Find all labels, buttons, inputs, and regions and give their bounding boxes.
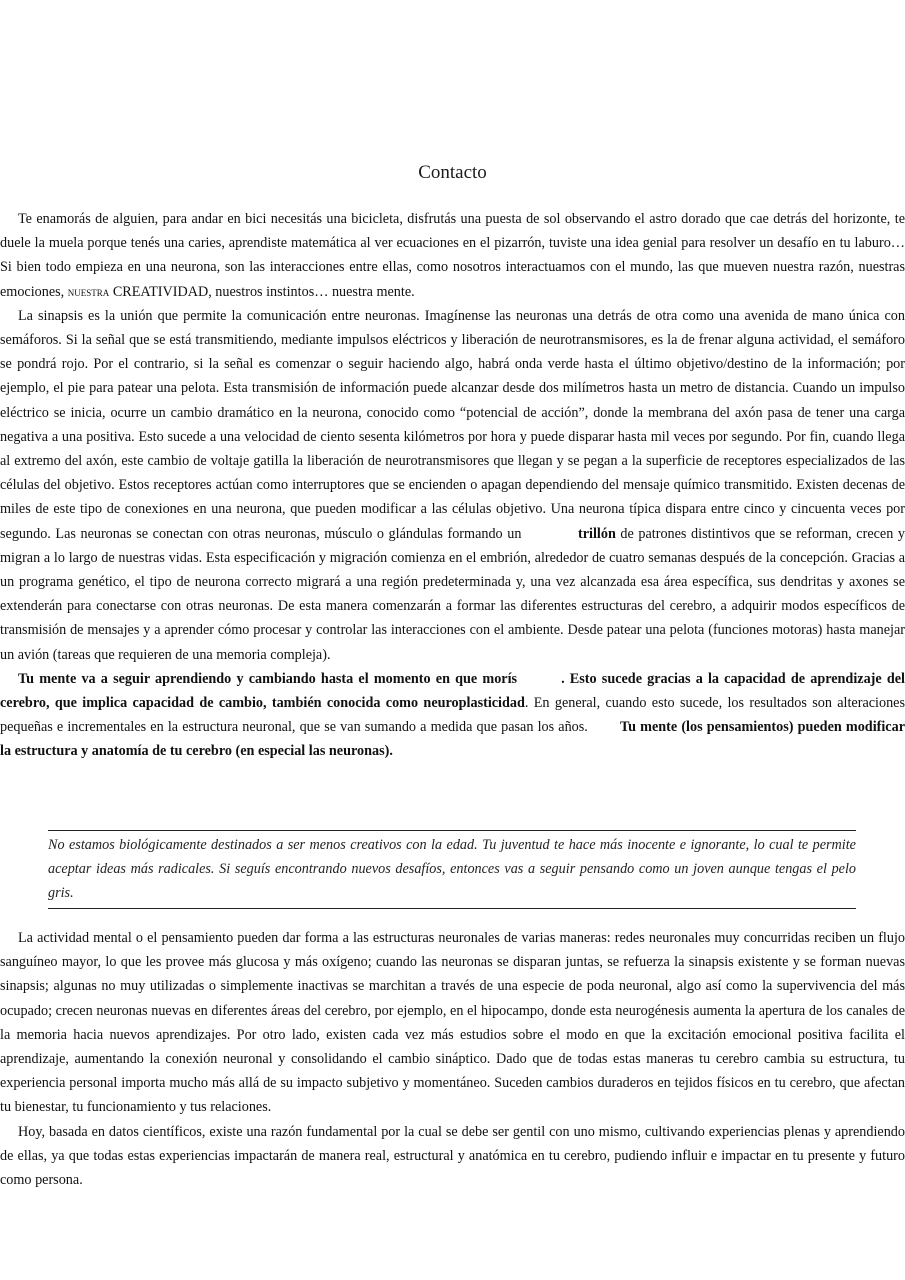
paragraph-1	[0, 207, 905, 304]
smallcaps-word: nuestra	[67, 284, 110, 299]
page-title: Contacto	[418, 162, 487, 183]
paragraph-4: La actividad mental o el pensamiento pueden dar forma a las estructuras neuronales de varias maneras: redes neuronales muy concurridas reciben un flujo sanguíneo mayor, lo que les provee más glucosa y más oxígeno; cuando las neuronas se disparan juntas, se refuerza la sinapsis existente y se forman nuevas sinapsis; algunas no muy utilizadas o simplemente inactivas se marchitan a través de una especie de poda neuronal, algo así como la supervivencia del más ocupado; crecen neuronas nuevas en diferentes áreas del cerebro, por ejemplo, en el hipocampo, donde esta neurogénesis aumenta la apertura de los canales de la memoria hacia nuevos aprendizajes. Por otro lado, existen cada vez más estudios sobre el modo en que la excitación emocional positiva facilita el aprendizaje, aumentando la conexión neuronal y consolidando el cambio sináptico. Dado que de todas estas maneras tu cerebro cambia su estructura, tu experiencia personal importa mucho más allá de su impacto subjetivo y momentáneo. Suceden cambios duraderos en tejidos físicos en tu cerebro, que afectan tu bienestar, tu funcionamiento y tus relaciones.	[0, 930, 905, 1116]
bold-statement-1: Tu mente va a seguir aprendiendo y cambiando hasta el momento en que morís	[18, 670, 518, 687]
paragraph-2-end: de patrones distintivos que se reforman, crecen y migran a lo largo de nuestras vidas. Esta especificación y migración comienza en el embrión, alrededor de cuatro semanas después de la concepción. Gracias a un programa genético, el tipo de neurona correcto migrará a una región predeterminada y, una vez alcanzada esa área específica, sus dendritas y axones se extenderán para conectarse con otras neuronas. De esta manera comenzarán a formar las diferentes estructuras del cerebro, a adquirir modos específicos de transmisión de mensajes y a aprender cómo procesar y controlar las interacciones con el ambiente. Desde patear una pelota (funciones motoras) hasta manejar un avión (tareas que requieren de una memoria compleja).	[0, 525, 905, 663]
paragraph-1-text: Te enamorás de alguien, para andar en bici necesitás una bicicleta, disfrutás una puesta de sol observando el astro dorado que cae detrás del horizonte, te duele la muela porque tenés una caries, aprendiste matemática al ver ecuaciones en el pizarrón, tuviste una idea genial para resolver un desafío en tu laburo… Si bien todo empieza en una neurona, son las interacciones entre ellas, como nosotros interactuamos con el mundo, las que mueven nuestra razón, nuestras emociones,	[0, 211, 905, 300]
bold-word-trillon: trillón	[578, 525, 616, 542]
pull-quote	[48, 830, 856, 909]
paragraph-3	[0, 667, 905, 764]
paragraph-1-end: CREATIVIDAD, nuestros instintos… nuestra mente.	[112, 283, 415, 300]
bold-statement-2: . Esto sucede gracias a la capacidad de aprendizaje del cerebro, que implica capacidad de cambio, también conocida como neuroplasticidad	[0, 670, 905, 712]
body-text-lower	[0, 926, 905, 1192]
bold-statement-3: Tu mente (los pensamientos) pueden modificar la estructura y anatomía de tu cerebro (en especial las neuronas).	[0, 719, 905, 760]
paragraph-5: Hoy, basada en datos científicos, existe una razón fundamental por la cual se debe ser gentil con uno mismo, cultivando experiencias plenas y aprendiendo de ellas, ya que todas estas experiencias impactarán de manera real, estructural y anatómica en tu cerebro, pudiendo influir e impactar en tu presente y futuro como persona.	[0, 1123, 905, 1189]
pull-quote-text: No estamos biológicamente destinados a ser menos creativos con la edad. Tu juventud te hace más inocente e ignorante, lo cual te permite aceptar ideas más radicales. Si seguís encontrando nuevos desafíos, entonces vas a seguir pensando como un joven aunque tengas el pelo gris.	[48, 837, 856, 901]
paragraph-2	[0, 304, 905, 667]
paragraph-3-text: . En general, cuando esto sucede, los resultados son alteraciones pequeñas e incrementales en la estructura neuronal, que se van sumando a medida que pasan los años.	[0, 695, 905, 736]
body-text-upper	[0, 207, 905, 764]
paragraph-2-text: La sinapsis es la unión que permite la comunicación entre neuronas. Imagínense las neuronas una detrás de otra como una avenida de mano única con semáforos. Si la señal que se está transmitiendo, mediante impulsos eléctricos y liberación de neurotransmisores, es la de frenar alguna actividad, el semáforo se pondrá rojo. Por el contrario, si la señal es comenzar o seguir haciendo algo, habrá onda verde hasta el último objetivo/destino de la información; por ejemplo, el pie para patear una pelota. Esta transmisión de información puede alcanzar desde dos milímetros hasta un metro de distancia. Cuando un impulso eléctrico se inicia, ocurre un cambio dramático en la neurona, conocido como “potencial de acción”, donde la membrana del axón pasa de tener una carga negativa a una positiva. Esto sucede a una velocidad de ciento sesenta kilómetros por hora y puede disparar hasta mil veces por segundo. Por fin, cuando llega al extremo del axón, este cambio de voltaje gatilla la liberación de neurotransmisores que llegan y se pegan a la superficie de receptores especializados de las células del objetivo. Estos receptores actúan como interruptores que se encienden o apagan dependiendo del mensaje químico transmitido. Existen decenas de miles de este tipo de conexiones en una neurona, que pueden modificar a las células objetivo. Una neurona típica dispara entre cinco y cincuenta veces por segundo. Las neuronas se conectan con otras neuronas, músculo o glándulas formando un	[0, 307, 905, 542]
